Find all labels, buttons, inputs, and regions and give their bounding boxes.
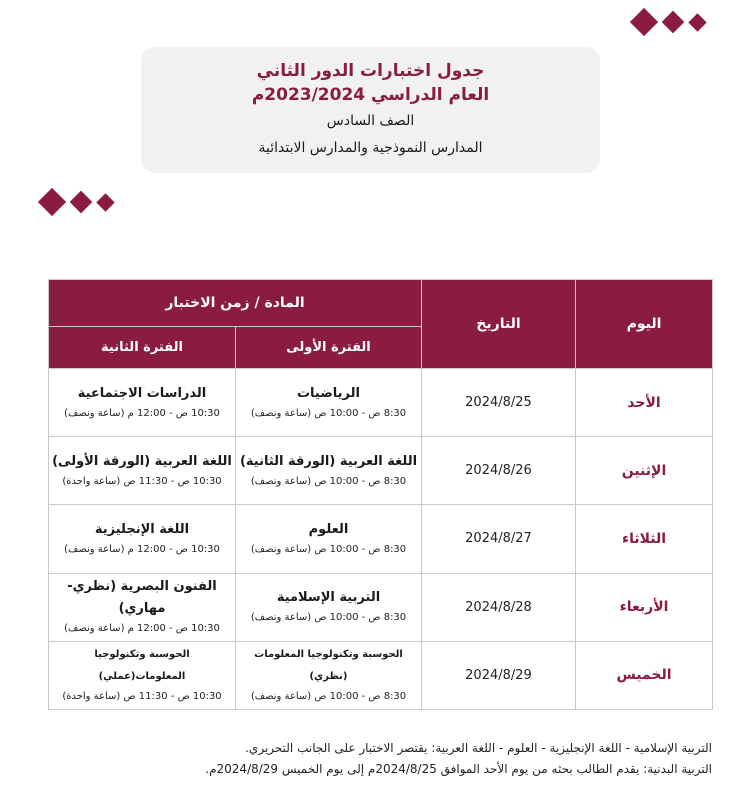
decorative-diamonds-left — [36, 192, 117, 212]
diamond-icon — [630, 8, 658, 36]
date-cell: 2024/8/27 — [422, 505, 576, 573]
diamond-icon — [662, 11, 685, 34]
subject-name: التربية الإسلامية — [276, 590, 381, 606]
period-2-cell — [49, 505, 236, 573]
period-1-cell — [236, 369, 422, 437]
schools-label: المدارس النموذجية والمدارس الابتدائية — [258, 140, 483, 156]
header-subject-time: المادة / زمن الاختبار — [49, 280, 422, 327]
subject-name: اللغة الإنجليزية — [94, 521, 190, 537]
subject-name: الفنون البصرية (نظري- مهاري) — [67, 579, 217, 617]
date-cell: 2024/8/29 — [422, 641, 576, 709]
note-written-exam: التربية الإسلامية - اللغة الإنجليزية - العلوم - اللغة العربية: يقتصر الاختبار على الجانب التحريري. — [245, 741, 712, 755]
subject-name: الدراسات الاجتماعية — [77, 385, 207, 401]
diamond-icon — [96, 193, 114, 211]
exam-time: 10:30 ص - 11:30 ص (ساعة واحدة) — [62, 475, 222, 487]
notes-section — [32, 738, 712, 780]
title-box — [141, 47, 600, 173]
exam-time: 8:30 ص - 10:00 ص (ساعة ونصف) — [250, 543, 407, 555]
day-cell: الخميس — [576, 641, 713, 709]
subject-name: الحوسبة وتكنولوجيا المعلومات (نظري) — [254, 649, 403, 683]
exam-schedule-table — [48, 279, 713, 710]
diamond-icon — [70, 191, 93, 214]
date-cell: 2024/8/28 — [422, 573, 576, 641]
subject-name: اللغة العربية (الورقة الأولى) — [52, 453, 232, 469]
decorative-diamonds-top — [628, 12, 709, 32]
header-period-1: الفترة الأولى — [236, 327, 422, 369]
grade-label: الصف السادس — [326, 113, 415, 129]
diamond-icon — [38, 188, 66, 216]
day-cell: الإثنين — [576, 437, 713, 505]
date-cell: 2024/8/25 — [422, 369, 576, 437]
exam-time: 10:30 ص - 12:00 م (ساعة ونصف) — [64, 543, 220, 555]
exam-time: 10:30 ص - 12:00 م (ساعة ونصف) — [64, 407, 220, 419]
header-period-2: الفترة الثانية — [49, 327, 236, 369]
header-date: التاريخ — [422, 280, 576, 369]
period-2-cell — [49, 573, 236, 641]
period-1-cell — [236, 573, 422, 641]
day-cell: الثلاثاء — [576, 505, 713, 573]
table-row — [49, 573, 713, 641]
table-row — [49, 369, 713, 437]
period-2-cell — [49, 641, 236, 709]
note-physical-education: التربية البدنية: يقدم الطالب بحثه من يوم الأحد الموافق 2024/8/25م إلى يوم الخميس 2024/8/29م. — [205, 762, 712, 776]
subject-name: الحوسبة وتكنولوجيا المعلومات(عملي) — [94, 649, 190, 683]
diamond-icon — [688, 13, 706, 31]
exam-time: 8:30 ص - 10:00 ص (ساعة ونصف) — [250, 407, 407, 419]
period-1-cell — [236, 437, 422, 505]
header-day: اليوم — [576, 280, 713, 369]
period-2-cell — [49, 369, 236, 437]
title-academic-year: العام الدراسي 2023/2024م — [251, 85, 490, 105]
exam-time: 10:30 ص - 12:00 م (ساعة ونصف) — [64, 623, 220, 635]
period-1-cell — [236, 505, 422, 573]
title-exam-schedule: جدول اختبارات الدور الثاني — [256, 61, 485, 81]
exam-time: 10:30 ص - 11:30 ص (ساعة واحدة) — [62, 691, 222, 703]
subject-name: العلوم — [308, 521, 349, 537]
period-2-cell — [49, 437, 236, 505]
day-cell: الأحد — [576, 369, 713, 437]
day-cell: الأربعاء — [576, 573, 713, 641]
exam-time: 8:30 ص - 10:00 ص (ساعة ونصف) — [250, 691, 407, 703]
date-cell: 2024/8/26 — [422, 437, 576, 505]
subject-name: اللغة العربية (الورقة الثانية) — [239, 453, 418, 469]
table-row — [49, 505, 713, 573]
subject-name: الرياضيات — [296, 385, 360, 401]
exam-time: 8:30 ص - 10:00 ص (ساعة ونصف) — [250, 612, 407, 624]
period-1-cell — [236, 641, 422, 709]
table-row — [49, 641, 713, 709]
exam-time: 8:30 ص - 10:00 ص (ساعة ونصف) — [250, 475, 407, 487]
table-row — [49, 437, 713, 505]
